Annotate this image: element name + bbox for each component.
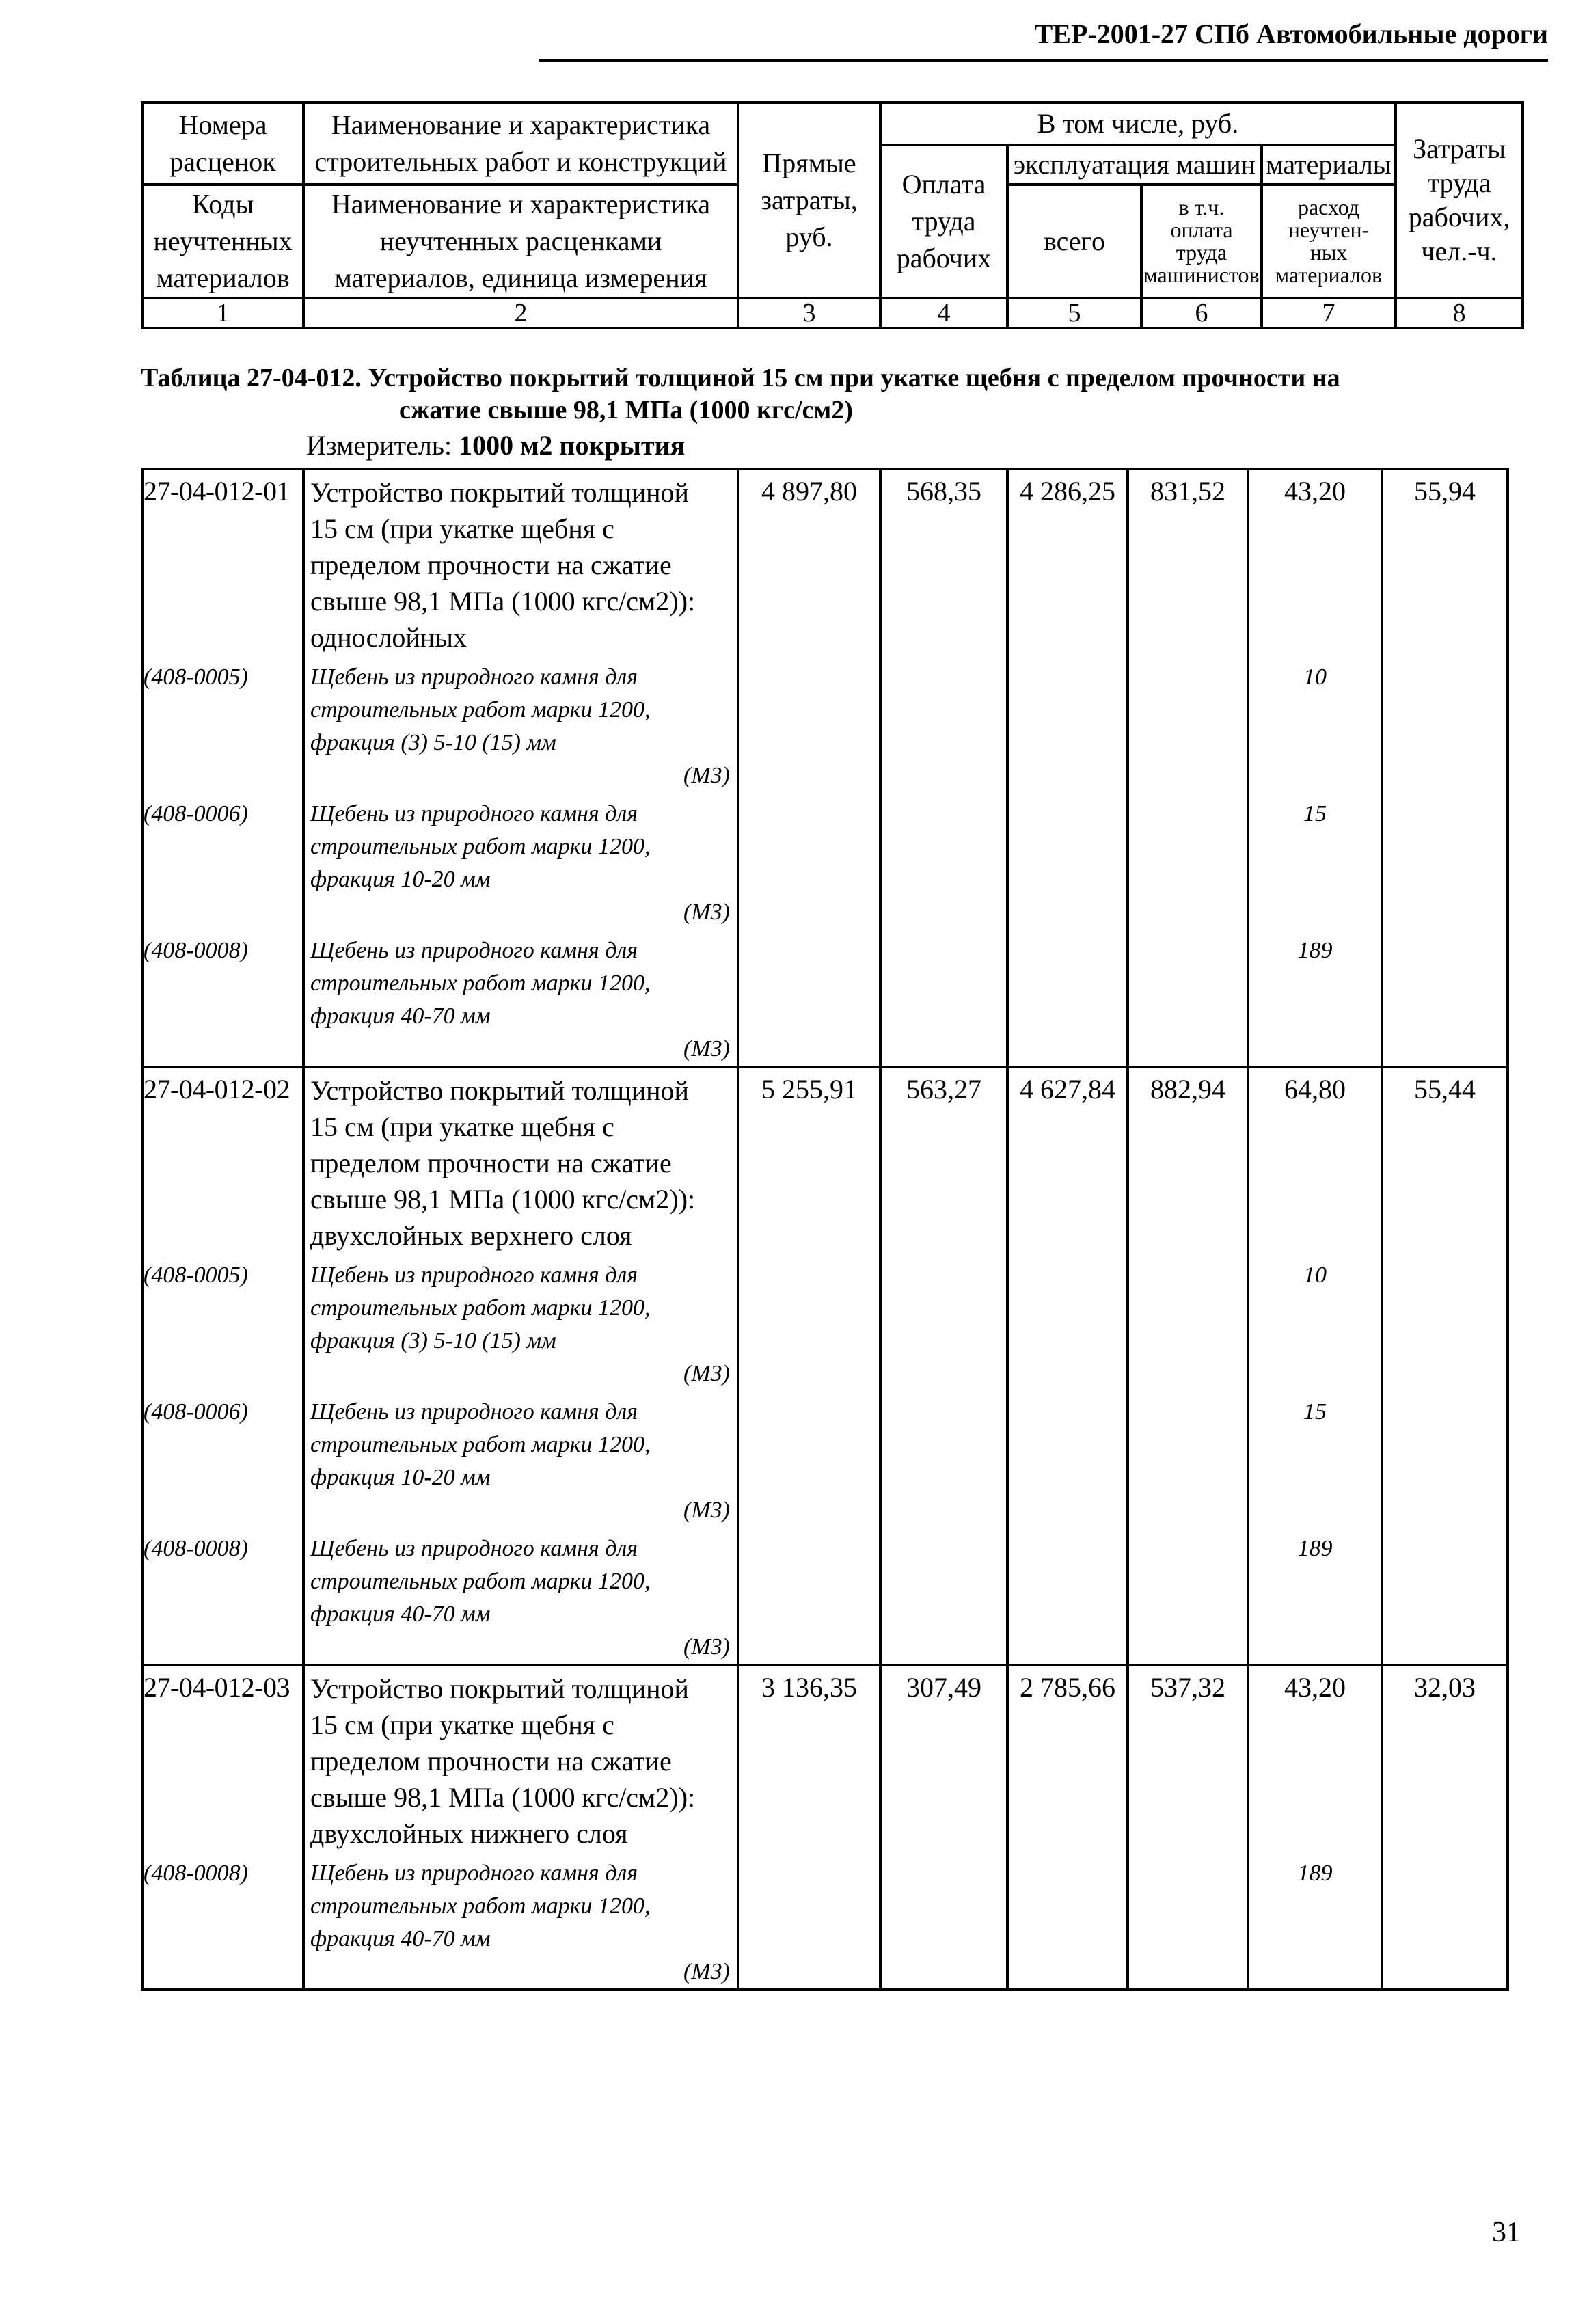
- header-codes: Коды неучтенных материалов: [142, 185, 303, 298]
- material-code: (408-0008): [142, 929, 303, 1067]
- rate-code: 27-04-012-02: [142, 1067, 303, 1254]
- meter: Измеритель: 1000 м2 покрытия: [306, 430, 686, 461]
- machinists-pay: 537,32: [1128, 1665, 1248, 1852]
- material-qty: 10: [1248, 1254, 1382, 1390]
- rates-table: [141, 468, 1509, 1991]
- material-qty: 189: [1248, 929, 1382, 1067]
- material-name: Щебень из природного камня для строительных работ марки 1200, фракция 40-70 мм (М3): [303, 1852, 738, 1990]
- material-code: (408-0005): [142, 656, 303, 792]
- rate-row: [142, 1067, 1508, 1254]
- header-group-including: В том числе, руб.: [880, 103, 1396, 145]
- header-machines: эксплуатация машин: [1007, 145, 1262, 185]
- material-code: (408-0008): [142, 1527, 303, 1665]
- table-caption: Таблица 27-04-012. Устройство покрытий толщиной 15 см при укатке щебня с пределом прочности на сжатие свыше 98,1 МПа (1000 кгс/см2): [141, 364, 1340, 424]
- material-unit: (М3): [683, 763, 730, 788]
- column-header-table: [141, 101, 1524, 329]
- machinists-pay: 882,94: [1128, 1067, 1248, 1254]
- header-material-name: Наименование и характеристика неучтенных расценками материалов, единица измерения: [303, 185, 738, 298]
- column-number: 5: [1007, 298, 1141, 328]
- column-number: 4: [880, 298, 1007, 328]
- material-row: [142, 1390, 1508, 1527]
- column-number: 2: [303, 298, 738, 328]
- rate-name: Устройство покрытий толщиной 15 см (при укатке щебня с пределом прочности на сжатие свыше 98,1 МПа (1000 кгс/см2)): однослойных: [303, 469, 738, 656]
- material-qty: 10: [1248, 656, 1382, 792]
- material-qty: 15: [1248, 1390, 1382, 1527]
- labor-hours: 32,03: [1382, 1665, 1508, 1852]
- material-unit: (М3): [683, 1959, 730, 1984]
- column-number: 1: [142, 298, 303, 328]
- labor-pay: 563,27: [880, 1067, 1007, 1254]
- rate-name: Устройство покрытий толщиной 15 см (при укатке щебня с пределом прочности на сжатие свыше 98,1 МПа (1000 кгс/см2)): двухслойных верхнего слоя: [303, 1067, 738, 1254]
- rate-code: 27-04-012-03: [142, 1665, 303, 1852]
- material-row: [142, 792, 1508, 929]
- material-unit: (М3): [683, 1361, 730, 1386]
- material-name: Щебень из природного камня для строительных работ марки 1200, фракция (3) 5-10 (15) мм (М3): [303, 656, 738, 792]
- material-qty: 189: [1248, 1527, 1382, 1665]
- labor-hours: 55,94: [1382, 469, 1508, 656]
- header-materials: материалы: [1262, 145, 1396, 185]
- material-unit: (М3): [683, 1036, 730, 1062]
- material-code: (408-0008): [142, 1852, 303, 1990]
- labor-hours: 55,44: [1382, 1067, 1508, 1254]
- material-row: [142, 1254, 1508, 1390]
- material-unit: (М3): [683, 900, 730, 925]
- rate-name: Устройство покрытий толщиной 15 см (при укатке щебня с пределом прочности на сжатие свыше 98,1 МПа (1000 кгс/см2)): двухслойных нижнего слоя: [303, 1665, 738, 1852]
- material-name: Щебень из природного камня для строительных работ марки 1200, фракция (3) 5-10 (15) мм (М3): [303, 1254, 738, 1390]
- header-direct-costs: Прямые затраты, руб.: [738, 103, 880, 298]
- material-name: Щебень из природного камня для строительных работ марки 1200, фракция 40-70 мм (М3): [303, 929, 738, 1067]
- machinists-pay: 831,52: [1128, 469, 1248, 656]
- material-row: [142, 1852, 1508, 1990]
- header-work-name: Наименование и характеристика строительных работ и конструкций: [303, 103, 738, 185]
- header-rule: [539, 59, 1548, 62]
- header-rate-numbers: Номера расценок: [142, 103, 303, 185]
- direct-costs: 3 136,35: [738, 1665, 880, 1852]
- running-title: ТЕР-2001-27 СПб Автомобильные дороги: [1034, 18, 1548, 49]
- material-code: (408-0006): [142, 792, 303, 929]
- header-unaccounted-materials: расход неучтен- ных материалов: [1262, 185, 1396, 298]
- materials-cost: 43,20: [1248, 1665, 1382, 1852]
- materials-cost: 64,80: [1248, 1067, 1382, 1254]
- column-number: 6: [1141, 298, 1262, 328]
- material-name: Щебень из природного камня для строительных работ марки 1200, фракция 40-70 мм (М3): [303, 1527, 738, 1665]
- rate-row: [142, 469, 1508, 656]
- material-name: Щебень из природного камня для строительных работ марки 1200, фракция 10-20 мм (М3): [303, 1390, 738, 1527]
- machines-total: 2 785,66: [1007, 1665, 1128, 1852]
- direct-costs: 5 255,91: [738, 1067, 880, 1254]
- page-number: 31: [1492, 2217, 1521, 2248]
- machines-total: 4 286,25: [1007, 469, 1128, 656]
- labor-pay: 307,49: [880, 1665, 1007, 1852]
- column-number: 3: [738, 298, 880, 328]
- material-unit: (М3): [683, 1498, 730, 1523]
- column-number: 7: [1262, 298, 1396, 328]
- material-unit: (М3): [683, 1634, 730, 1660]
- column-number: 8: [1396, 298, 1523, 328]
- header-labor-pay: Оплата труда рабочих: [880, 145, 1007, 298]
- machines-total: 4 627,84: [1007, 1067, 1128, 1254]
- materials-cost: 43,20: [1248, 469, 1382, 656]
- material-code: (408-0005): [142, 1254, 303, 1390]
- material-row: [142, 1527, 1508, 1665]
- header-machinists-pay: в т.ч. оплата труда машинистов: [1141, 185, 1262, 298]
- material-row: [142, 929, 1508, 1067]
- material-code: (408-0006): [142, 1390, 303, 1527]
- material-qty: 15: [1248, 792, 1382, 929]
- header-labor-hours: Затраты труда рабочих, чел.-ч.: [1396, 103, 1523, 298]
- material-qty: 189: [1248, 1852, 1382, 1990]
- rate-row: [142, 1665, 1508, 1852]
- material-name: Щебень из природного камня для строительных работ марки 1200, фракция 10-20 мм (М3): [303, 792, 738, 929]
- rate-code: 27-04-012-01: [142, 469, 303, 656]
- header-machines-total: всего: [1007, 185, 1141, 298]
- direct-costs: 4 897,80: [738, 469, 880, 656]
- labor-pay: 568,35: [880, 469, 1007, 656]
- material-row: [142, 656, 1508, 792]
